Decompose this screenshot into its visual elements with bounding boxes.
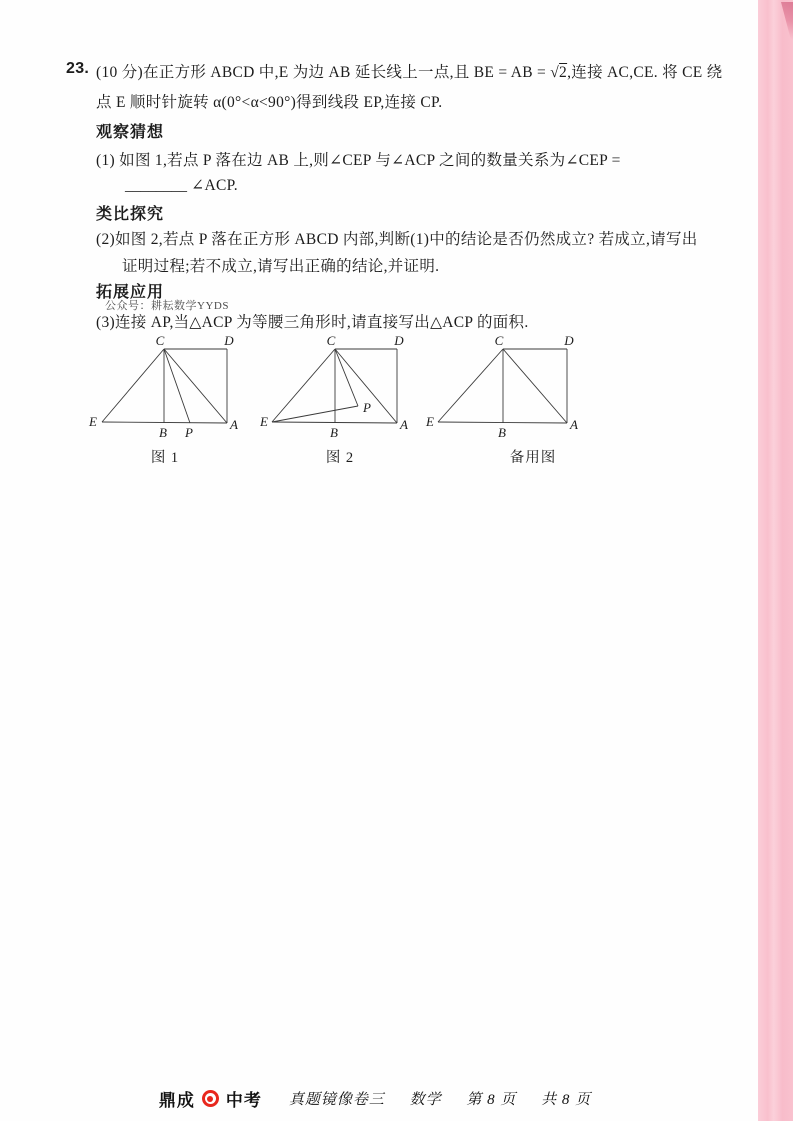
- point-label-E: E: [260, 414, 268, 429]
- point-label-C: C: [326, 334, 336, 348]
- item2-line2: 证明过程;若不成立,请写出正确的结论,并证明.: [122, 258, 440, 275]
- page-total: 共 8 页: [541, 1092, 592, 1108]
- line-CP: [335, 349, 358, 406]
- figure-1: [85, 334, 245, 467]
- figure-3-caption: 备用图: [509, 450, 557, 466]
- line-EA: [102, 422, 227, 423]
- point-label-P: P: [185, 425, 193, 440]
- item2-line1: (2)如图 2,若点 P 落在正方形 ABCD 内部,判断(1)中的结论是否仍然成立? 若成立,请写出: [96, 231, 698, 248]
- point-label-E: E: [89, 414, 97, 429]
- point-label-D: D: [224, 334, 234, 348]
- line-EC: [438, 349, 503, 422]
- sqrt-sign: √: [550, 64, 560, 81]
- point-label-A: A: [400, 417, 408, 432]
- point-label-B: B: [498, 425, 506, 440]
- figure-2-drawing: [260, 334, 420, 444]
- line-EC: [272, 349, 335, 422]
- line-EC: [102, 349, 164, 422]
- brand-name-right: 中考: [225, 1091, 262, 1110]
- section-heading-analogy: 类比探究: [96, 206, 165, 223]
- item1-line1: (1) 如图 1,若点 P 落在边 AB 上,则∠CEP 与∠ACP 之间的数量关系为∠CEP =: [96, 152, 621, 169]
- corner-fold-mark: [781, 2, 793, 48]
- line-CP: [164, 349, 190, 423]
- figure-2: [260, 334, 420, 467]
- item1-line2: [125, 176, 238, 195]
- stem-line1-post: ,连接 AC,CE. 将 CE 绕: [567, 64, 723, 81]
- subject-label: 数学: [409, 1092, 442, 1108]
- sqrt-radicand: 2: [559, 64, 568, 81]
- item3-line1: (3)连接 AP,当△ACP 为等腰三角形时,请直接写出△ACP 的面积.: [96, 314, 529, 331]
- point-label-D: D: [394, 334, 404, 348]
- line-CA: [503, 349, 567, 423]
- question-number: 23.: [66, 60, 90, 77]
- line-EA: [272, 422, 397, 423]
- item1-blank-suffix: ∠ACP.: [187, 177, 238, 194]
- point-label-C: C: [155, 334, 165, 348]
- line-EA: [438, 422, 567, 423]
- page-footer: [0, 1086, 750, 1111]
- point-label-A: A: [570, 417, 578, 432]
- point-label-D: D: [564, 334, 574, 348]
- page-current: 第 8 页: [466, 1092, 517, 1108]
- point-label-B: B: [330, 425, 338, 440]
- exam-title: 真题镜像卷三: [288, 1092, 385, 1108]
- watermark-text: 公众号：耕耘数学YYDS: [105, 300, 229, 312]
- question-stem-line1: [96, 60, 722, 82]
- target-logo-icon: [202, 1090, 219, 1107]
- line-EP: [272, 406, 358, 422]
- figure-1-caption: 图 1: [150, 450, 180, 466]
- section-heading-observe: 观察猜想: [96, 124, 165, 141]
- section-heading-extend: 拓展应用: [96, 284, 165, 301]
- figure-2-caption: 图 2: [325, 450, 355, 466]
- figure-3-drawing: [425, 334, 585, 444]
- point-label-A: A: [230, 417, 238, 432]
- brand-name-left: 鼎成: [158, 1091, 195, 1110]
- figure-3: [425, 334, 585, 467]
- answer-blank: ________: [125, 177, 187, 194]
- page-binding-strip: [758, 0, 793, 1121]
- point-label-P: P: [363, 400, 371, 415]
- point-label-B: B: [159, 425, 167, 440]
- point-label-E: E: [426, 414, 434, 429]
- figure-1-drawing: [85, 334, 245, 444]
- stem-line1-pre: (10 分)在正方形 ABCD 中,E 为边 AB 延长线上一点,且 BE = AB =: [96, 64, 551, 81]
- question-stem-line2: 点 E 顺时针旋转 α(0°<α<90°)得到线段 EP,连接 CP.: [96, 94, 443, 111]
- footer-meta: [289, 1088, 591, 1109]
- line-CA: [164, 349, 227, 423]
- point-label-C: C: [494, 334, 504, 348]
